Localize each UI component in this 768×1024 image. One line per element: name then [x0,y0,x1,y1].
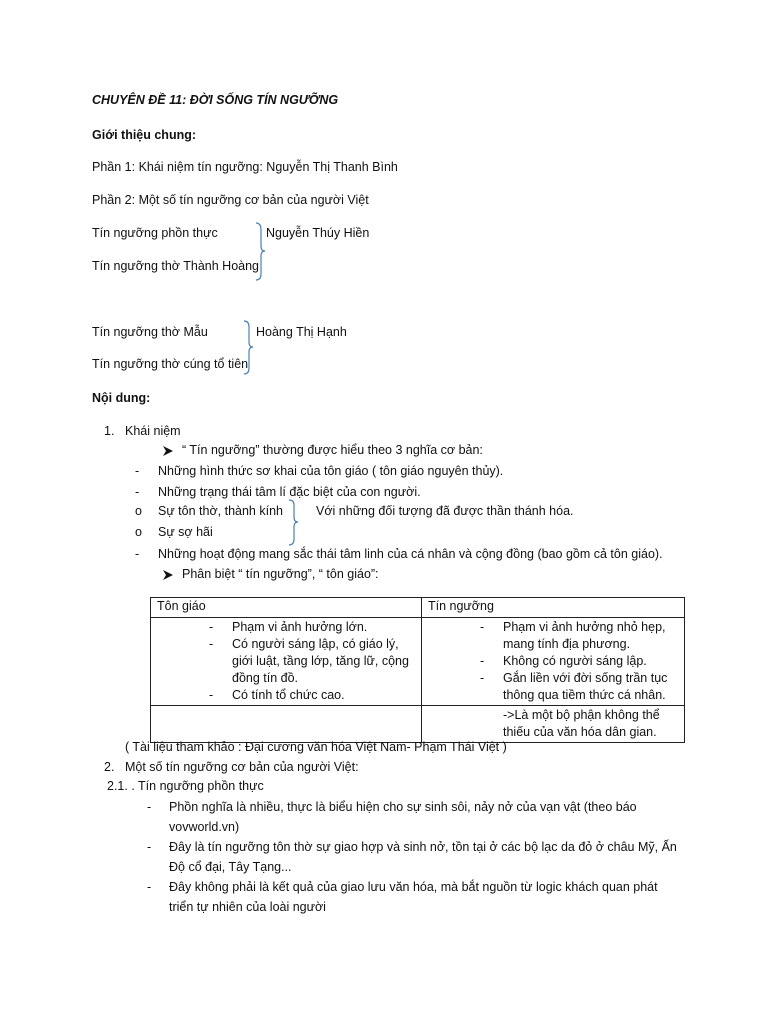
group1-item: Tín ngưỡng thờ Thành Hoàng [92,259,259,273]
dash-bullet: - [147,880,152,894]
dash-bullet: - [135,464,140,478]
table-header-row [151,598,685,618]
section1-sub: Sự tôn thờ, thành kính [158,504,283,518]
sub-brace [288,499,300,547]
section2-title: Một số tín ngưỡng cơ bản của người Việt: [125,760,359,774]
list-item: - Không có người sáng lập. [480,654,647,668]
group2-item: Tín ngưỡng thờ cúng tổ tiên [92,357,249,371]
section1-arrow2: Phân biệt “ tín ngưỡng”, “ tôn giáo”: [182,567,379,581]
section1-number: 1. [104,424,115,438]
section1-title: Khái niệm [125,424,181,438]
section2-number: 2. [104,760,115,774]
table-header-belief: Tín ngưỡng [422,598,685,618]
group1-item: Tín ngưỡng phồn thực [92,226,218,240]
table-row [151,706,685,743]
part2-line: Phần 2: Một số tín ngưỡng cơ bản của người Việt [92,193,369,207]
arrow-bullet-icon [163,446,173,456]
section2-bullet: Đây không phải là kết quả của giao lưu văn hóa, mà bắt nguồn từ logic khách quan phát [169,880,658,894]
circle-bullet: o [135,525,142,539]
group2-author: Hoàng Thị Hạnh [256,325,347,339]
dash-bullet: - [147,840,152,854]
table-header-religion: Tôn giáo [151,598,422,618]
dash-bullet: - [147,800,152,814]
section1-bullet: Những hình thức sơ khai của tôn giáo ( tôn giáo nguyên thủy). [158,464,504,478]
section1-sub-note: Với những đối tượng đã được thần thánh hóa. [316,504,574,518]
reference-line: ( Tài liệu tham khảo : Đại cương văn hóa Việt Nam- Phạm Thái Việt ) [125,740,507,754]
arrow-bullet-icon [163,570,173,580]
list-item: - Có tính tổ chức cao. [209,688,345,702]
religion-cell [151,618,422,706]
list-item: - Phạm vi ảnh hưởng nhỏ hẹp, mang tính địa phương. [480,620,666,651]
group2-brace [243,320,255,376]
part1-line: Phần 1: Khái niệm tín ngưỡng: Nguyễn Thị Thanh Bình [92,160,398,174]
belief-note-cell: ->Là một bộ phận không thể thiếu của văn hóa dân gian. [422,706,685,743]
empty-cell [151,706,422,743]
section2-bullet: Phồn nghĩa là nhiều, thực là biểu hiện cho sự sinh sôi, nảy nở của vạn vật (theo báo [169,800,637,814]
intro-heading: Giới thiệu chung: [92,128,197,142]
section1-sub: Sự sợ hãi [158,525,213,539]
dash-bullet: - [135,547,140,561]
circle-bullet: o [135,504,142,518]
group1-author: Nguyễn Thúy Hiền [266,226,370,240]
section2-bullet: Đây là tín ngưỡng tôn thờ sự giao hợp và sinh nở, tồn tại ở các bộ lạc da đỏ ở châu Mỹ, Ấn [169,840,677,854]
list-item: - Gắn liền với đời sống trần tục thông qua tiềm thức cá nhân. [480,671,668,702]
section2-bullet-cont: Độ cổ đại, Tây Tạng... [169,860,292,874]
list-item: - Phạm vi ảnh hưởng lớn. [209,620,368,634]
content-heading: Nội dung: [92,391,151,405]
group2-item: Tín ngưỡng thờ Mẫu [92,325,208,339]
comparison-table [150,597,685,743]
section2-bullet-cont: vovworld.vn) [169,820,240,834]
belief-cell [422,618,685,706]
section1-bullet: Những hoạt động mang sắc thái tâm linh của cá nhân và cộng đồng (bao gồm cả tôn giáo). [158,547,663,561]
section1-bullet: Những trạng thái tâm lí đặc biệt của con người. [158,485,421,499]
document-title: CHUYÊN ĐỀ 11: ĐỜI SỐNG TÍN NGƯỠNG [92,93,339,107]
section2-sub-heading: 2.1. . Tín ngưỡng phồn thực [107,779,264,793]
section2-bullet-cont: triển tự nhiên của loài người [169,900,326,914]
dash-bullet: - [135,485,140,499]
table-row [151,618,685,706]
section1-arrow1: “ Tín ngưỡng” thường được hiểu theo 3 nghĩa cơ bản: [182,443,483,457]
list-item: - Có người sáng lập, có giáo lý, giới luật, tầng lớp, tăng lữ, cộng đồng tín đồ. [209,637,409,685]
